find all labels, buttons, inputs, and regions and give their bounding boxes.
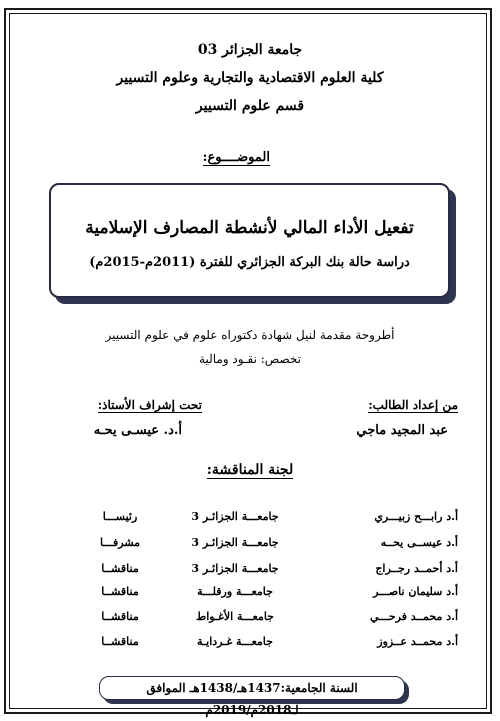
member-role: مناقشــا bbox=[101, 585, 139, 598]
thesis-specialty: تخصص: نقـود ومالية bbox=[199, 352, 301, 366]
member-institution: جامعـــة الجزائـر 3 bbox=[191, 536, 279, 549]
faculty-name: كلية العلوم الاقتصادية والتجارية وعلوم التسيير bbox=[116, 70, 384, 86]
member-institution: جامعـــة غـردايـة bbox=[197, 635, 273, 648]
department-name: قسم علوم التسيير bbox=[195, 98, 305, 114]
member-role: مناقشــا bbox=[101, 562, 139, 575]
member-role: رئيســـا bbox=[102, 510, 138, 523]
member-role: مناقشــا bbox=[101, 635, 139, 648]
member-name: أ.د محمــد عــزوز bbox=[377, 635, 458, 648]
member-name: أ.د رابـــح زبيـــري bbox=[374, 510, 458, 523]
supervisor-label: تحت إشراف الأستاذ: bbox=[97, 398, 202, 412]
committee-title: لجنة المناقشة: bbox=[206, 462, 294, 478]
member-name: أ.د محمــد فرحـــي bbox=[370, 610, 458, 623]
member-institution: جامعـــة الأغـواط bbox=[196, 610, 274, 623]
university-name: جامعة الجزائر 03 bbox=[197, 42, 303, 58]
member-name: أ.د سليمان ناصـــر bbox=[373, 585, 458, 598]
member-name: أ.د عيســى يحــه bbox=[380, 536, 458, 549]
member-institution: جامعـــة الجزائـر 3 bbox=[191, 562, 279, 575]
committee-row bbox=[0, 536, 500, 554]
student-name: عبد المجيد ماجي bbox=[356, 423, 448, 438]
thesis-subtitle: دراسة حالة بنك البركة الجزائري للفترة (2011م-2015م) bbox=[89, 255, 410, 270]
committee-row bbox=[0, 510, 500, 528]
member-role: مشرفـــا bbox=[99, 536, 141, 549]
subject-label: الموضــــوع: bbox=[202, 150, 270, 165]
committee-row bbox=[0, 585, 500, 603]
student-label: من إعداد الطالب: bbox=[368, 398, 458, 412]
member-institution: جامعـــة الجزائـر 3 bbox=[191, 510, 279, 523]
committee-row bbox=[0, 635, 500, 653]
member-institution: جامعـــة ورقلـــة bbox=[197, 585, 273, 598]
member-name: أ.د أحمــد رجــراج bbox=[375, 562, 458, 575]
member-role: مناقشــا bbox=[101, 610, 139, 623]
academic-year: السنة الجامعية:1437هـ/1438هـ الموافق لـ2018م/2019م bbox=[146, 681, 358, 717]
committee-row bbox=[0, 562, 500, 580]
supervisor-name: أ.د. عيسـى يحـه bbox=[93, 423, 182, 438]
thesis-description: أطروحة مقدمة لنيل شهادة دكتوراه علوم في علوم التسيير bbox=[105, 328, 395, 342]
committee-row bbox=[0, 610, 500, 628]
academic-year-box bbox=[99, 676, 405, 717]
title-box bbox=[49, 183, 450, 298]
thesis-title: تفعيل الأداء المالي لأنشطة المصارف الإسلامية bbox=[85, 218, 414, 238]
